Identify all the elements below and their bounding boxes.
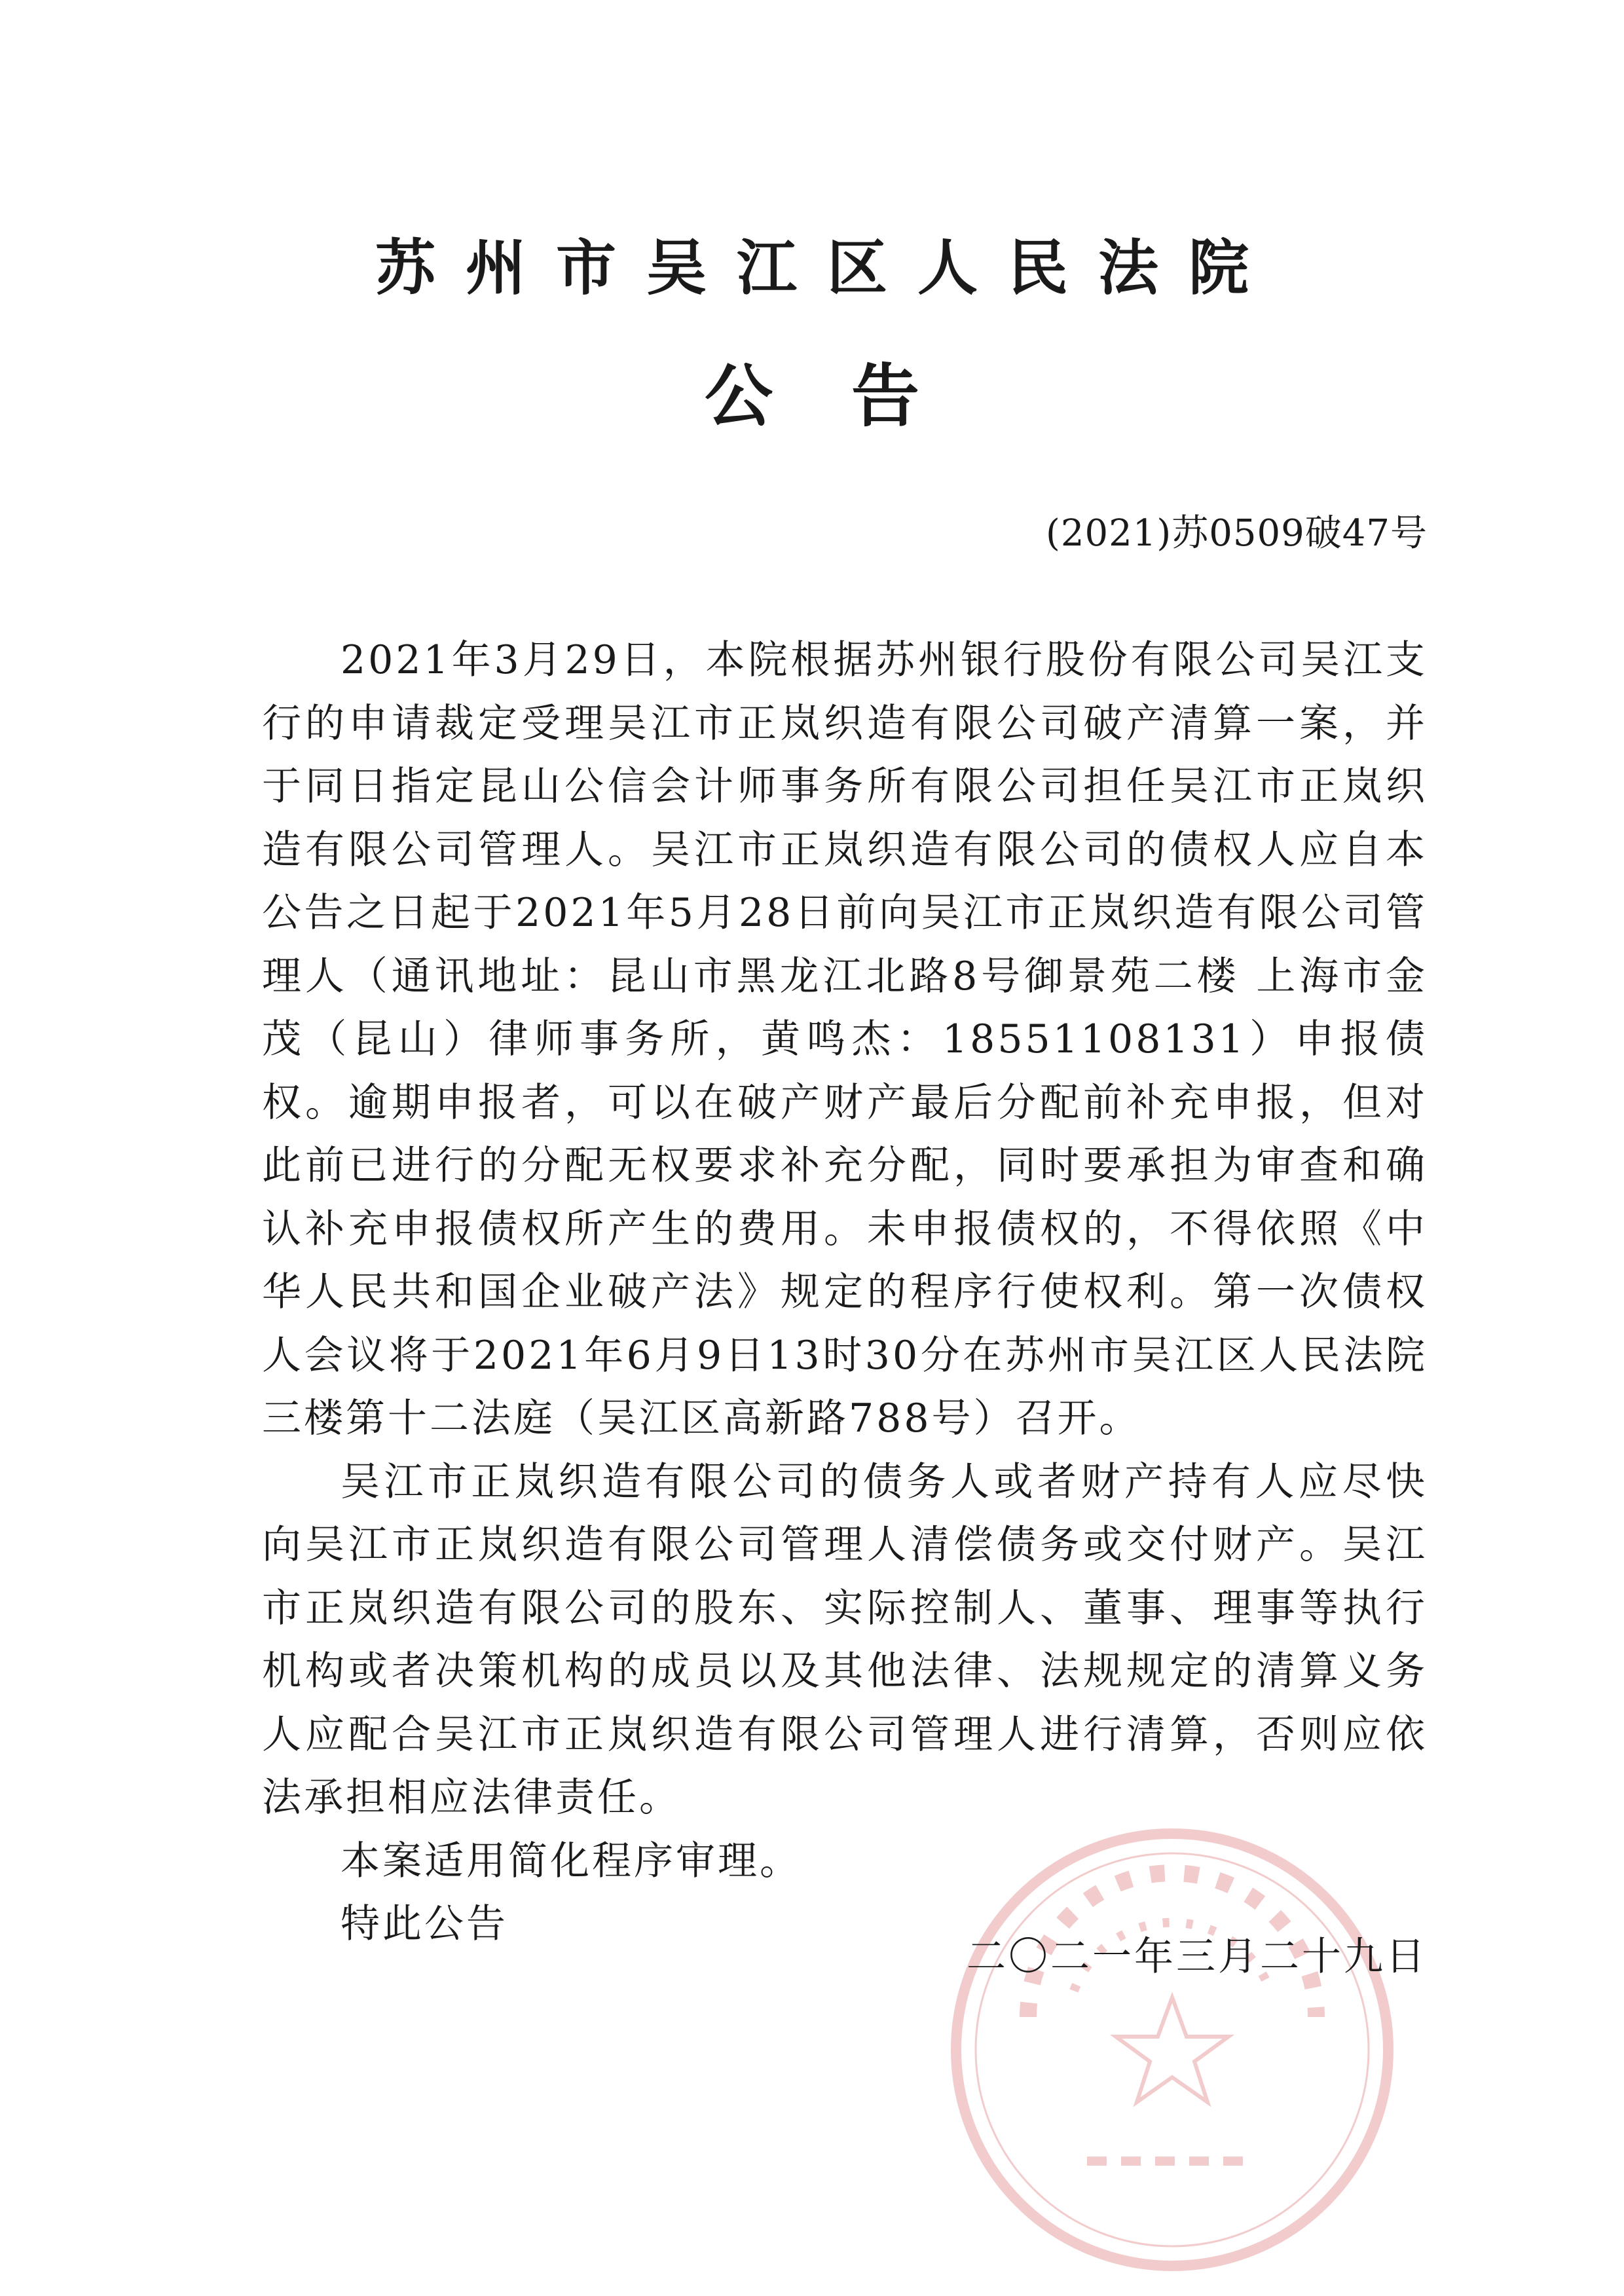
case-number: (2021)苏0509破47号 bbox=[1046, 512, 1428, 555]
paragraph-creditor-claims: 2021年3月29日，本院根据苏州银行股份有限公司吴江支行的申请裁定受理吴江市正岚织造有限公司破产清算一案，并于同日指定昆山公信会计师事务所有限公司担任吴江市正岚织造有限公司管理人。吴江市正岚织造有限公司的债权人应自本公告之日起于2021年5月28日前向吴江市正岚织造有限公司管理人（通讯地址：昆山市黑龙江北路8号御景苑二楼 上海市金茂（昆山）律师事务所，黄鸣杰：18551108131）申报债权。逾期申报者，可以在破产财产最后分配前补充申报，但对此前已进行的分配无权要求补充分配，同时要承担为审查和确认补充申报债权所产生的费用。未申报债权的，不得依照《中华人民共和国企业破产法》规定的程序行使权利。第一次债权人会议将于2021年6月9日13时30分在苏州市吴江区人民法院三楼第十二法庭（吴江区高新路788号）召开。 bbox=[262, 637, 1428, 1441]
notice-title: 公告 bbox=[704, 356, 998, 436]
court-name: 苏州市吴江区人民法院 bbox=[375, 233, 1279, 303]
paragraph-closing: 特此公告 bbox=[341, 1901, 508, 1947]
issue-date: 二〇二一年三月二十九日 bbox=[967, 1934, 1428, 1980]
paragraph-debtor-obligations: 吴江市正岚织造有限公司的债务人或者财产持有人应尽快向吴江市正岚织造有限公司管理人清偿债务或交付财产。吴江市正岚织造有限公司的股东、实际控制人、董事、理事等执行机构或者决策机构的成员以及其他法律、法规规定的清算义务人应配合吴江市正岚织造有限公司管理人进行清算，否则应依法承担相应法律责任。 bbox=[262, 1458, 1428, 1821]
paragraph-simplified-procedure: 本案适用简化程序审理。 bbox=[341, 1838, 802, 1884]
notice-body bbox=[262, 629, 1428, 1956]
